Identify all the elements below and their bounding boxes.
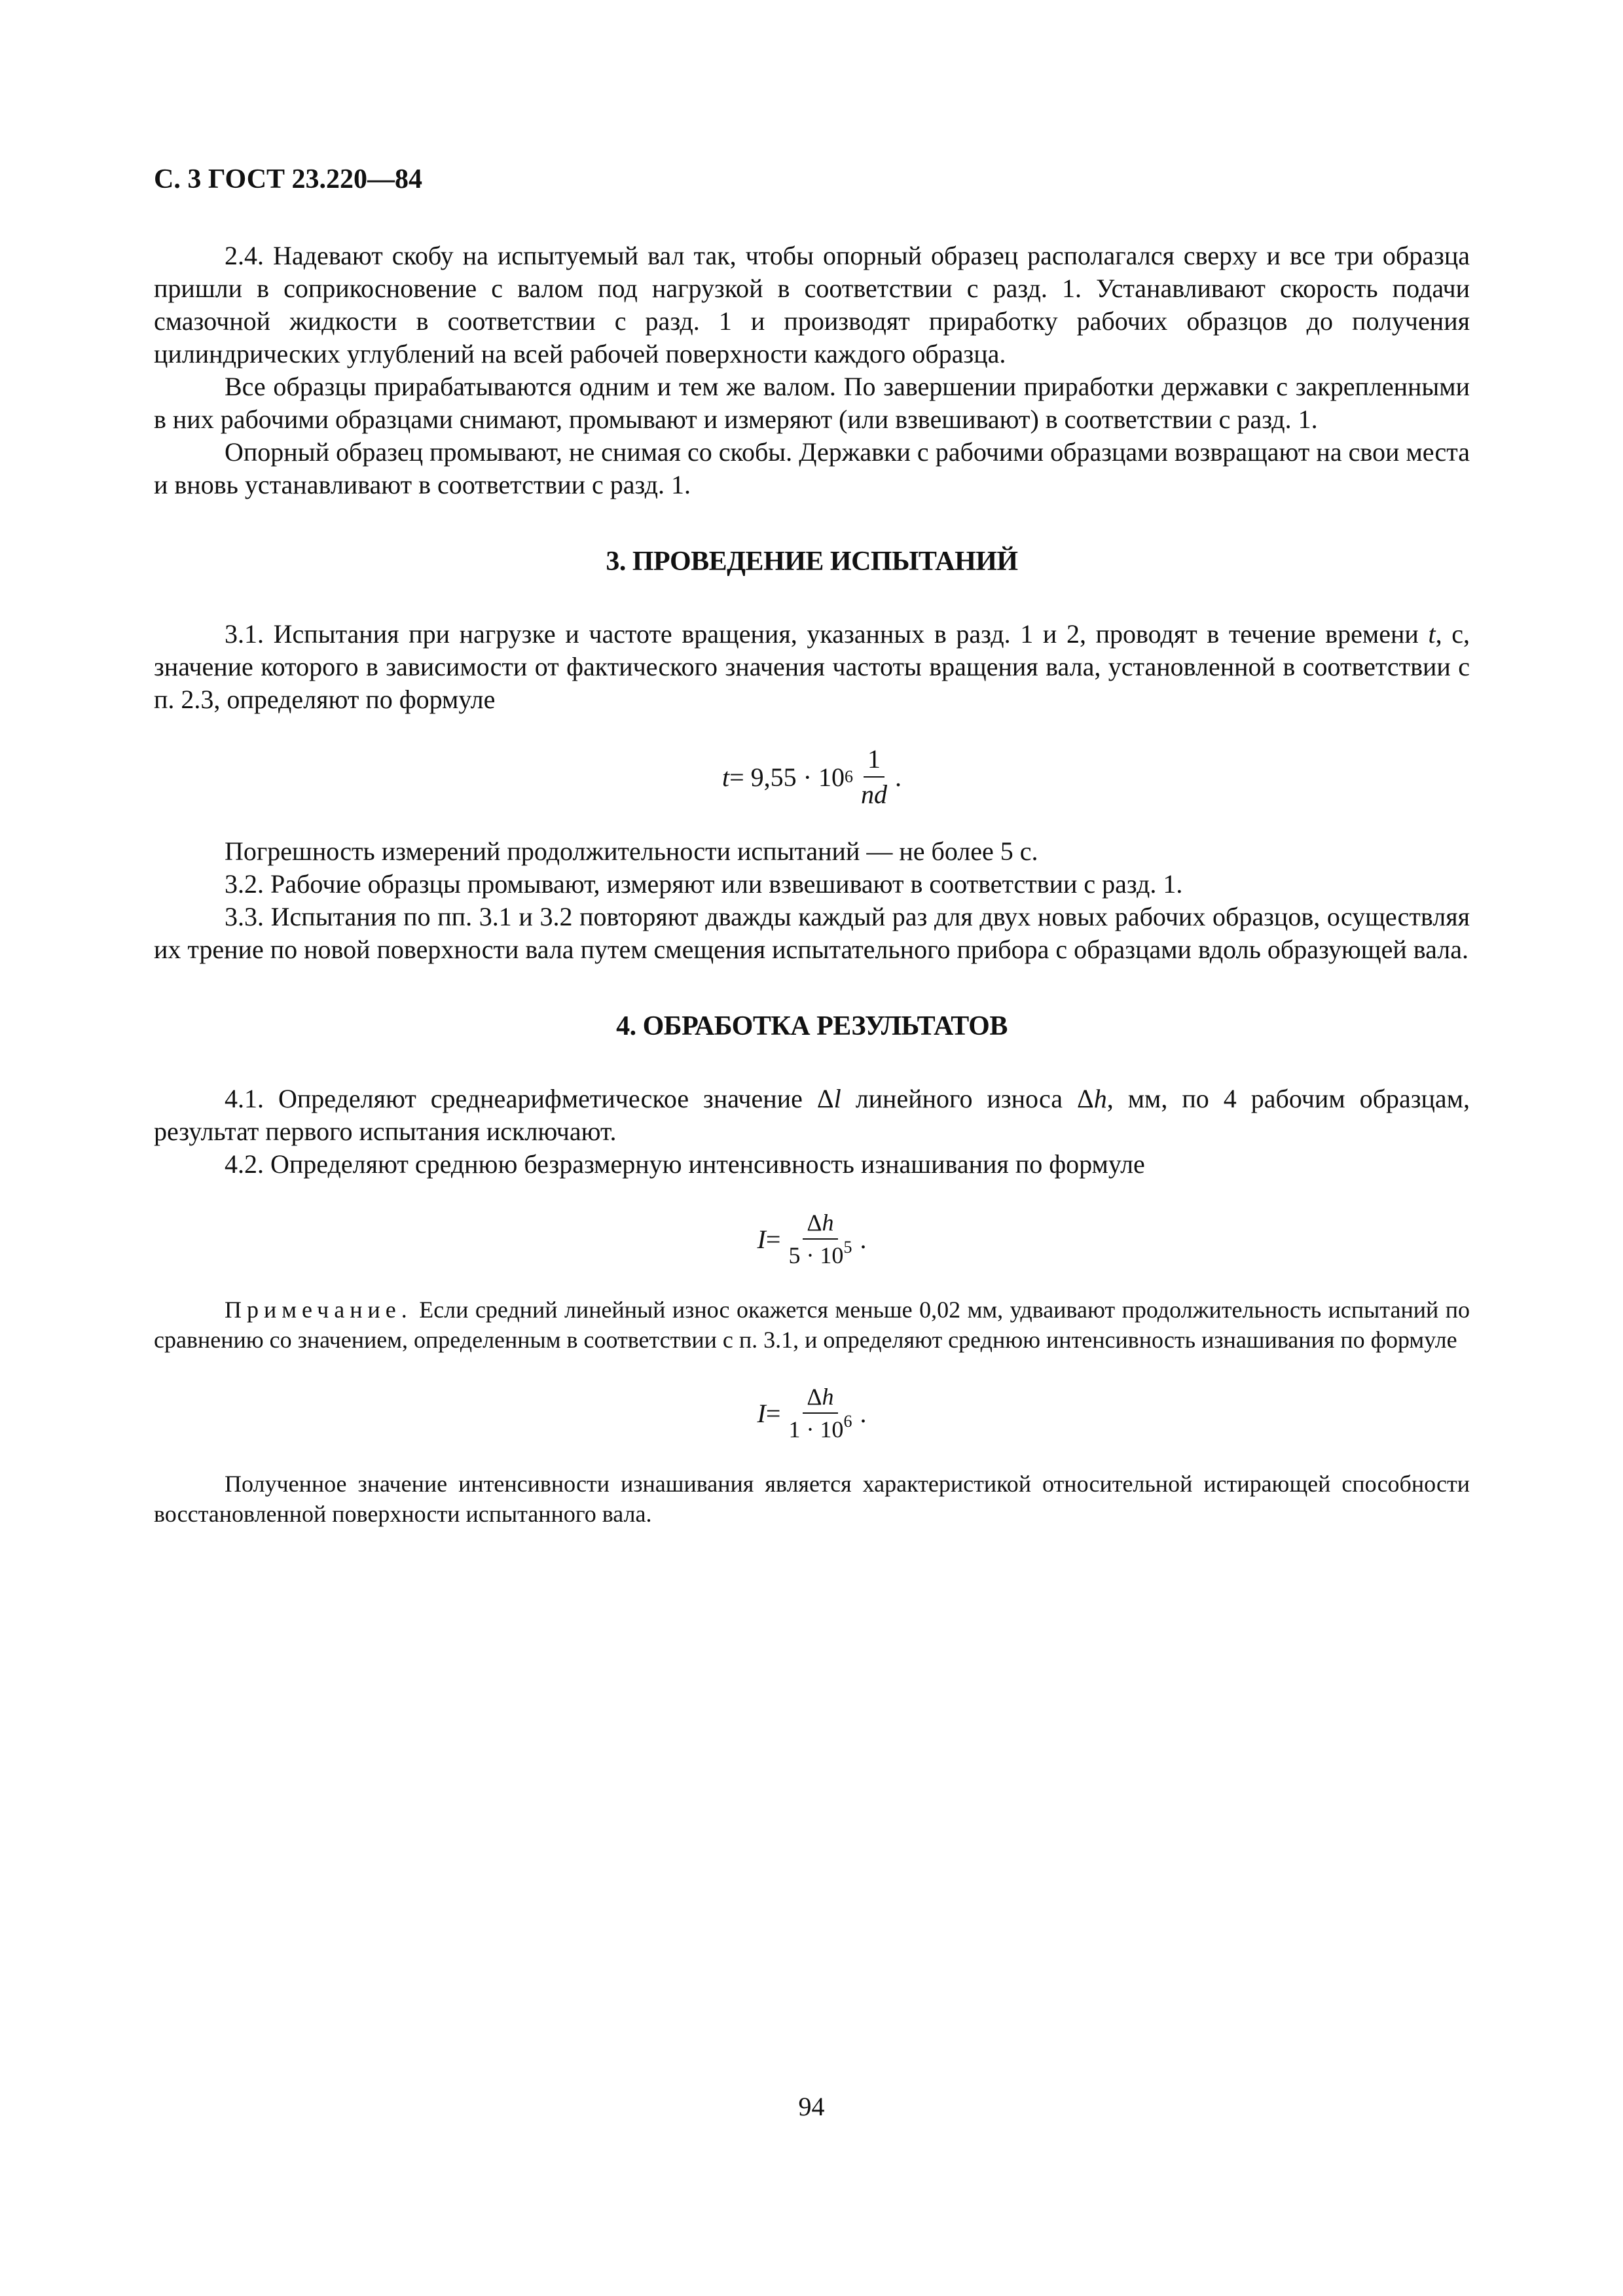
variable-h: h (822, 1210, 834, 1236)
paragraph-2-4-b: Все образцы прирабатываются одним и тем же валом. По завершении приработки державки с закрепленными в них рабочими образцами снимают, промывают и измеряют (или взвешивают) в соответствии с разд. 1. (154, 372, 1470, 434)
section-3-title: 3. ПРОВЕДЕНИЕ ИСПЫТАНИЙ (606, 547, 1018, 577)
formula-intensity-fraction (784, 1210, 856, 1268)
formula-time-fraction (857, 745, 891, 809)
formula-intensity-alt-exponent: 6 (843, 1412, 852, 1431)
paragraph-3-1-text-a: 3.1. Испытания при нагрузке и частоте вращения, указанных в разд. 1 и 2, проводят в течение времени (225, 619, 1429, 649)
paragraph-3-3: 3.3. Испытания по пп. 3.1 и 3.2 повторяют дважды каждый раз для двух новых рабочих образцов, осуществляя их трение по новой поверхности вала путем смещения испытательного прибора с образцами вдоль образующей вала. (154, 902, 1470, 964)
formula-intensity (154, 1210, 1470, 1268)
formula-intensity-alt-equals: = (765, 1398, 781, 1428)
paragraph-3-1-text-b: , с, значение которого в зависимости от фактического значения частоты вращения вала, установленной в соответствии с п. 2.3, определяют по формуле (154, 619, 1470, 714)
note-paragraph (154, 1295, 1470, 1355)
section-4-title: 4. ОБРАБОТКА РЕЗУЛЬТАТОВ (616, 1011, 1008, 1041)
variable-l: l (833, 1084, 841, 1113)
formula-time-denominator: nd (861, 780, 887, 809)
paragraph-2-4-c: Опорный образец промывают, не снимая со скобы. Державки с рабочими образцами возвращают на свои места и вновь устанавливают в соответствии с разд. 1. (154, 437, 1470, 499)
formula-intensity-alt (154, 1384, 1470, 1443)
formula-intensity-alt-lhs: I (757, 1398, 766, 1428)
formula-intensity-alt-denominator-base: 1 · 10 (788, 1416, 844, 1443)
paragraph-4-2: 4.2. Определяют среднюю безразмерную интенсивность изнашивания по формуле (225, 1149, 1145, 1179)
delta-symbol: Δ (807, 1384, 822, 1410)
formula-intensity-denominator (784, 1240, 856, 1268)
delta-symbol: Δ (807, 1210, 822, 1236)
paragraph-3-2: 3.2. Рабочие образцы промывают, измеряют или взвешивают в соответствии с разд. 1. (225, 869, 1183, 899)
variable-h: h (822, 1384, 834, 1410)
formula-intensity-lhs: I (757, 1224, 766, 1254)
paragraph-3-1-error: Погрешность измерений продолжительности испытаний — не более 5 с. (225, 836, 1038, 866)
paragraph-4-1-text-b: линейного износа Δ (841, 1084, 1094, 1113)
formula-time-coefficient: = 9,55 · 10 (729, 762, 845, 792)
formula-time-lhs: t (721, 762, 730, 792)
formula-time-numerator: 1 (864, 745, 884, 778)
document-header: С. 3 ГОСТ 23.220—84 (154, 164, 423, 194)
note-label: Примечание. (225, 1297, 412, 1323)
formula-intensity-numerator (803, 1210, 837, 1240)
formula-time-period: . (895, 762, 902, 792)
variable-t: t (1428, 619, 1436, 649)
formula-intensity-period: . (860, 1224, 867, 1254)
final-paragraph: Полученное значение интенсивности изнашивания является характеристикой относительной истирающей способности восстановленной поверхности испытанного вала. (154, 1471, 1470, 1527)
paragraph-2-4: 2.4. Надевают скобу на испытуемый вал так, чтобы опорный образец располагался сверху и все три образца пришли в соприкосновение с валом под нагрузкой в соответствии с разд. 1. Устанавливают скорость подачи смазочной жидкости в соответствии с разд. 1 и производят приработку рабочих образцов до получения цилиндрических углублений на всей рабочей поверхности каждого образца. (154, 241, 1470, 368)
paragraph-3-1 (154, 618, 1470, 716)
formula-intensity-exponent: 5 (843, 1238, 852, 1257)
variable-h: h (1093, 1084, 1107, 1113)
formula-intensity-alt-numerator (803, 1384, 837, 1414)
formula-intensity-alt-denominator (784, 1414, 856, 1443)
formula-intensity-equals: = (765, 1224, 781, 1254)
formula-intensity-alt-period: . (860, 1398, 867, 1428)
page-number: 94 (798, 2092, 825, 2121)
formula-time: t = 9,55 · 10 6 $\frac{1}{nd}$ . (721, 744, 902, 809)
note-text: Если средний линейный износ окажется меньше 0,02 мм, удваивают продолжительность испытаний по сравнению со значением, определенным в соответствии с п. 3.1, и определяют среднюю интенсивность изнашивания по формуле (154, 1297, 1470, 1353)
paragraph-4-1-text-a: 4.1. Определяют среднеарифметическое значение Δ (225, 1084, 834, 1113)
paragraph-4-1-text-c: , мм, по 4 рабочим образцам, результат первого испытания исключают. (154, 1084, 1470, 1146)
formula-intensity-denominator-base: 5 · 10 (788, 1242, 844, 1268)
formula-intensity-alt-fraction (784, 1384, 856, 1443)
paragraph-4-1 (154, 1083, 1470, 1148)
document-page (154, 164, 1470, 1529)
